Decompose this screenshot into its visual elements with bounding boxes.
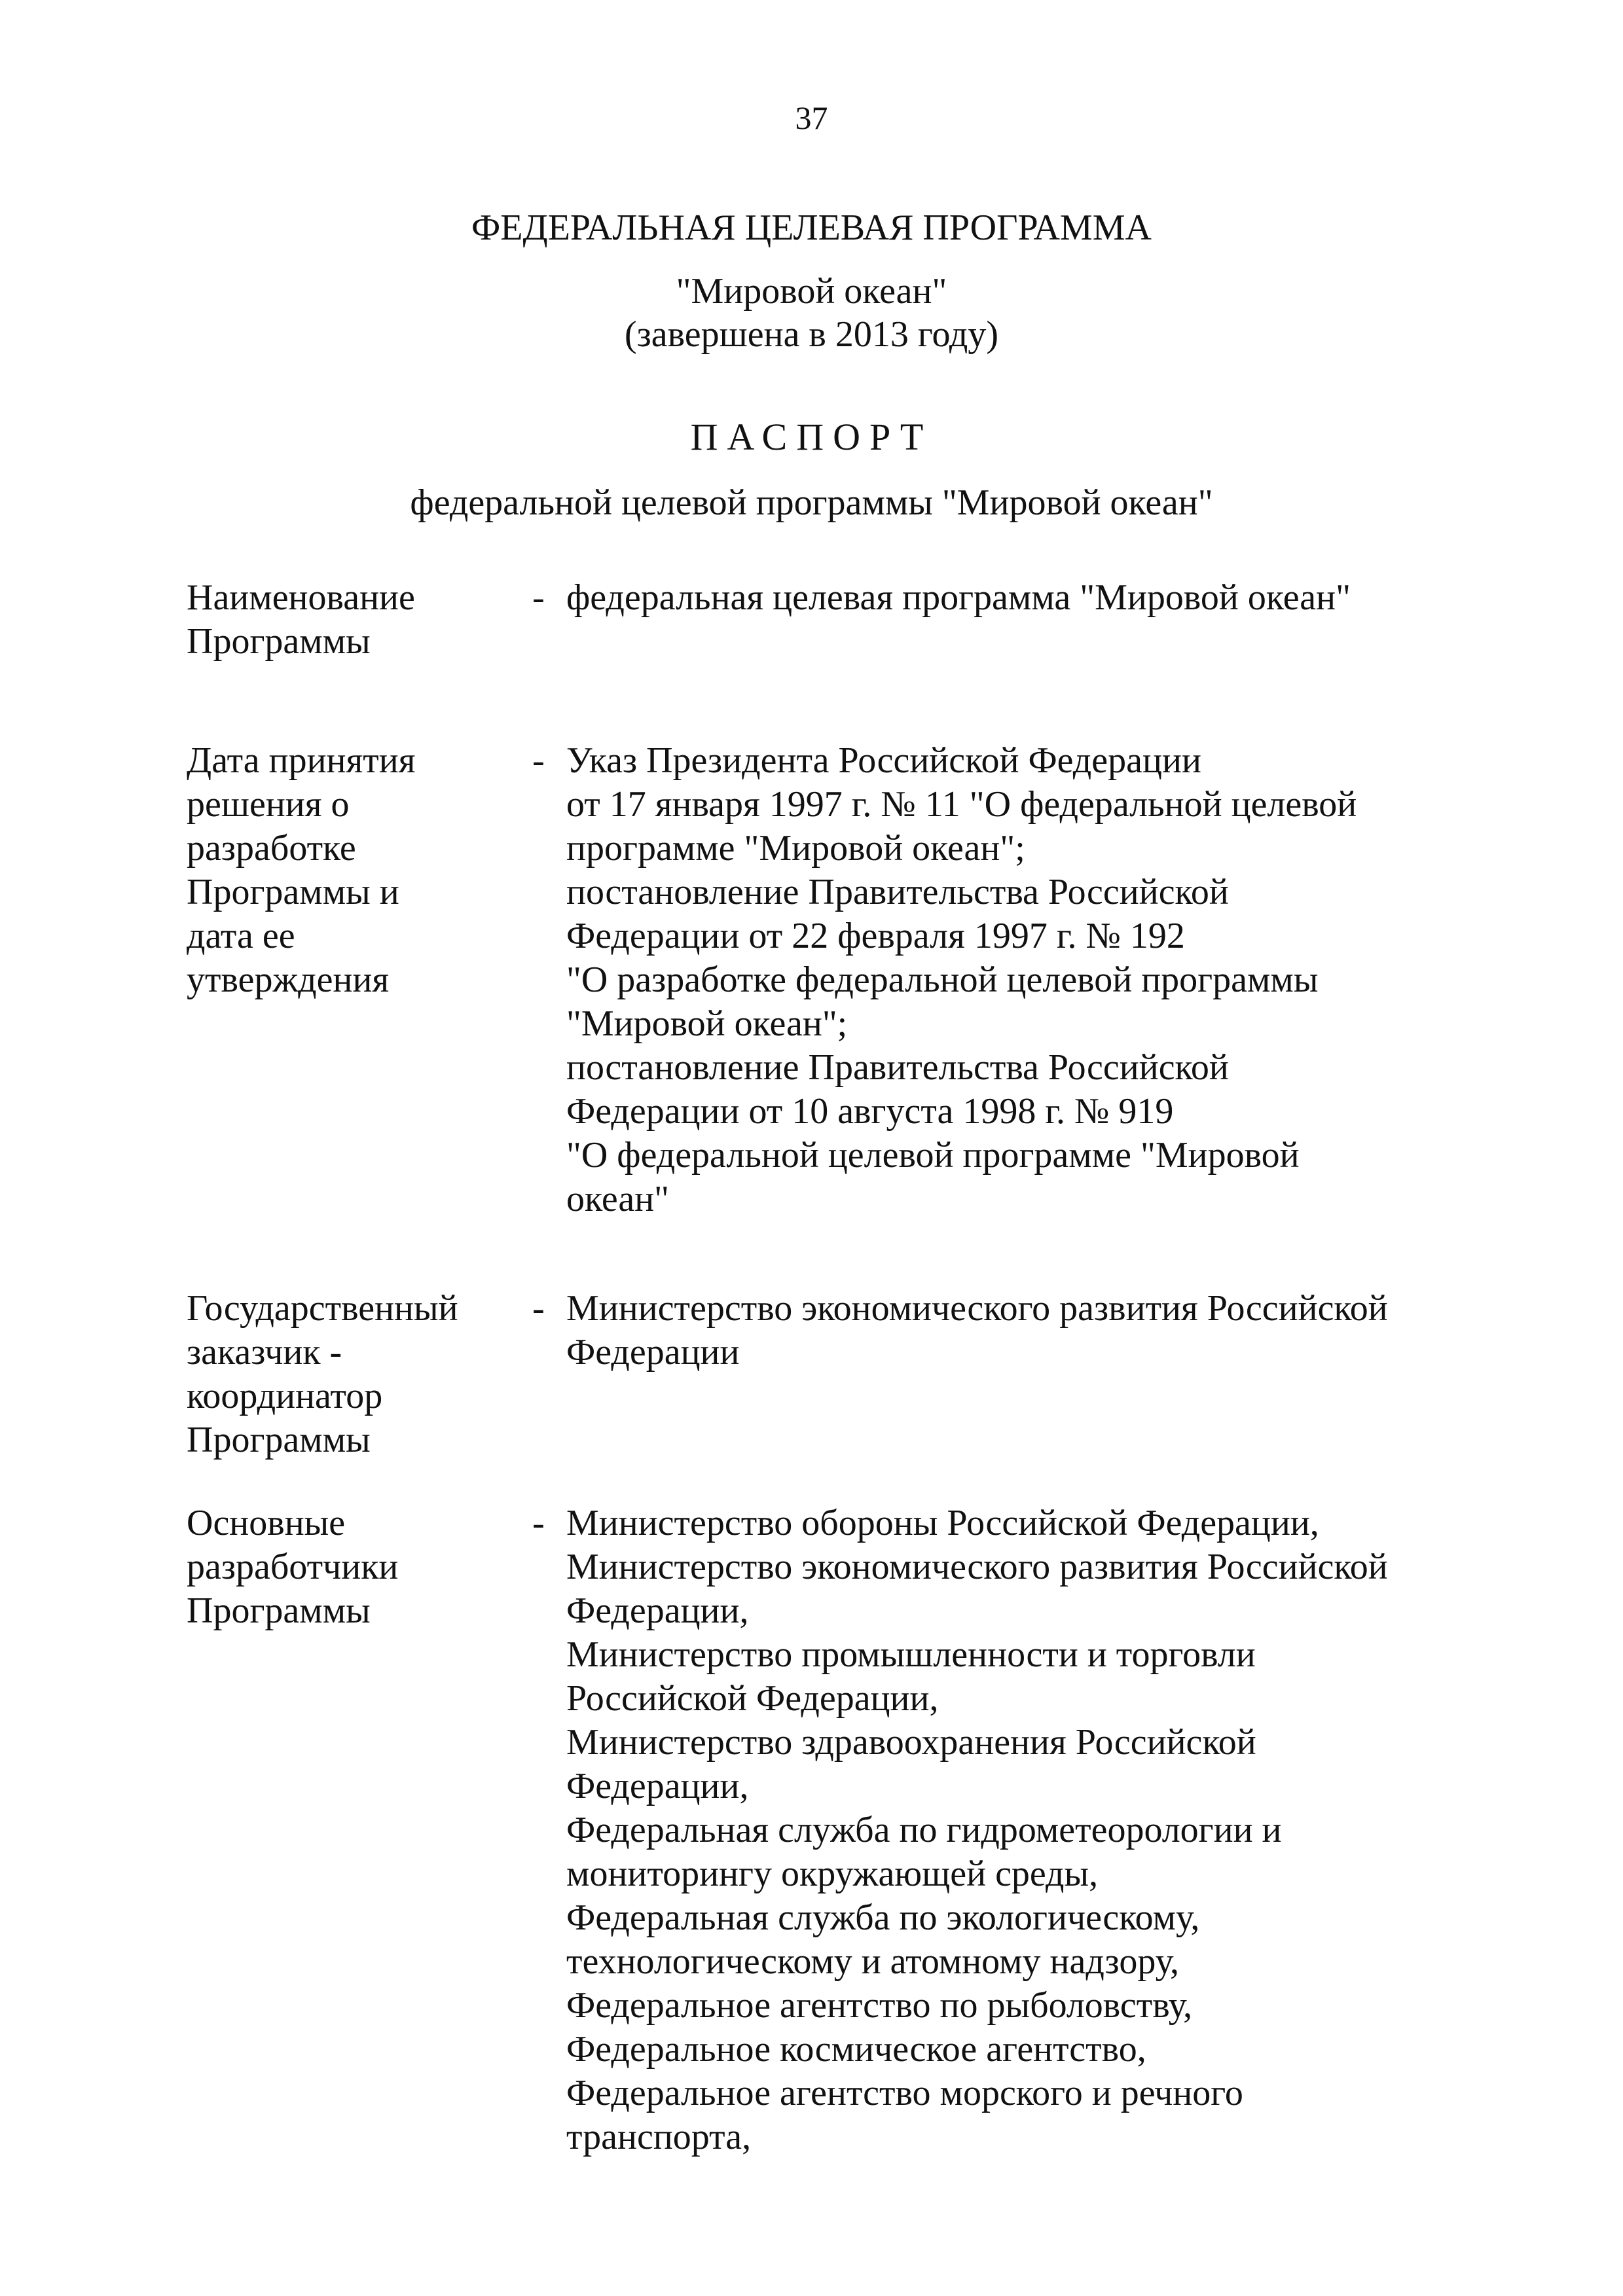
row-value-line: постановление Правительства Российской	[566, 1047, 1229, 1088]
row-value	[566, 739, 1516, 1221]
row-label	[187, 576, 511, 664]
row-label-line: Основные	[187, 1503, 346, 1543]
row-value-line: Федерации от 22 февраля 1997 г. № 192	[566, 916, 1185, 956]
row-label-line: Программы	[187, 1590, 371, 1631]
row-value-line: Федеральная служба по гидрометеорологии и	[566, 1810, 1282, 1850]
row-value-line: Федерации	[566, 1332, 740, 1372]
row-value	[566, 576, 1516, 620]
row-label-line: координатор	[187, 1376, 383, 1416]
row-dash: -	[532, 577, 545, 618]
row-value-line: "О разработке федеральной целевой программы	[566, 960, 1319, 1000]
row-label-line: Программы	[187, 1420, 371, 1460]
program-name: "Мировой океан"	[676, 271, 947, 312]
row-value-line: Федерации,	[566, 1766, 749, 1806]
row-value-line: Министерство экономического развития Российской	[566, 1288, 1388, 1329]
row-value-line: Министерство экономического развития Российской	[566, 1547, 1388, 1587]
row-value-line: от 17 января 1997 г. № 11 "О федеральной целевой	[566, 784, 1357, 825]
passport-row-customer	[187, 1287, 1516, 1462]
row-label-line: разработчики	[187, 1547, 399, 1587]
row-value-line: мониторингу окружающей среды,	[566, 1854, 1099, 1894]
row-label-line: решения о	[187, 784, 350, 825]
row-value	[566, 1501, 1516, 2159]
row-label-line: дата ее	[187, 916, 295, 956]
program-status: (завершена в 2013 году)	[625, 314, 998, 355]
row-label-line: Программы	[187, 621, 371, 662]
row-value-line: Федерации,	[566, 1590, 749, 1631]
row-value-line: федеральная целевая программа "Мировой океан"	[566, 577, 1351, 618]
row-value-line: Министерство обороны Российской Федерации,	[566, 1503, 1319, 1543]
row-label	[187, 1287, 511, 1462]
row-value-line: Российской Федерации,	[566, 1678, 939, 1719]
row-value	[566, 1287, 1516, 1374]
row-label	[187, 739, 511, 1002]
row-value-line: "О федеральной целевой программе "Мировой	[566, 1135, 1300, 1175]
row-value-line: транспорта,	[566, 2117, 752, 2157]
row-value-line: океан"	[566, 1179, 670, 1219]
passport-subtitle: федеральной целевой программы "Мировой океан"	[410, 482, 1213, 523]
row-value-line: Федерации от 10 августа 1998 г. № 919	[566, 1091, 1174, 1132]
row-value-line: Федеральное космическое агентство,	[566, 2029, 1146, 2070]
row-value-line: Министерство здравоохранения Российской	[566, 1722, 1256, 1763]
row-value-line: Федеральное агентство морского и речного	[566, 2073, 1243, 2113]
row-value-line: Федеральная служба по экологическому,	[566, 1897, 1200, 1938]
program-title: ФЕДЕРАЛЬНАЯ ЦЕЛЕВАЯ ПРОГРАММА	[471, 207, 1152, 248]
row-label-line: Наименование	[187, 577, 415, 618]
row-value-line: Указ Президента Российской Федерации	[566, 740, 1201, 781]
row-value-line: Федеральное агентство по рыболовству,	[566, 1985, 1193, 2026]
row-label-line: заказчик -	[187, 1332, 342, 1372]
row-value-line: Министерство промышленности и торговли	[566, 1634, 1256, 1675]
row-label-line: разработке	[187, 828, 356, 869]
row-value-line: программе "Мировой океан";	[566, 828, 1025, 869]
row-value-line: "Мировой океан";	[566, 1003, 848, 1044]
row-dash: -	[532, 1503, 545, 1543]
row-label-line: Государственный	[187, 1288, 458, 1329]
passport-row-developers	[187, 1501, 1516, 2159]
row-label-line: утверждения	[187, 960, 390, 1000]
row-label-line: Программы и	[187, 872, 399, 912]
passport-title: ПАСПОРТ	[690, 416, 933, 458]
row-dash: -	[532, 1288, 545, 1329]
row-value-line: постановление Правительства Российской	[566, 872, 1229, 912]
row-dash: -	[532, 740, 545, 781]
passport-row-decision-date	[187, 739, 1516, 1221]
row-value-line: технологическому и атомному надзору,	[566, 1941, 1179, 1982]
row-label-line: Дата принятия	[187, 740, 416, 781]
passport-row-name	[187, 576, 1516, 664]
page-number: 37	[795, 99, 828, 136]
row-label	[187, 1501, 511, 1633]
passport-table	[187, 576, 1516, 2159]
